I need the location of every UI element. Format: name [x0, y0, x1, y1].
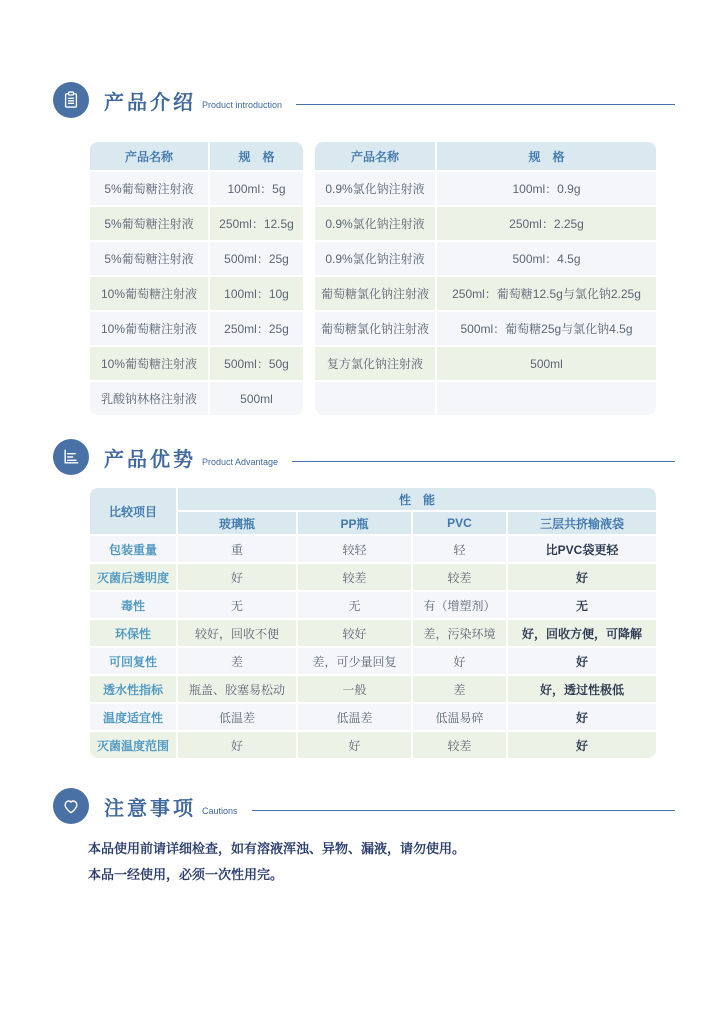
product-name-cell: 10%葡萄糖注射液 — [90, 277, 208, 310]
table-header-row — [315, 142, 656, 170]
product-name-cell: 5%葡萄糖注射液 — [90, 207, 208, 240]
clipboard-icon — [53, 82, 89, 118]
table-row — [90, 277, 303, 310]
row-label: 灭菌温度范围 — [90, 732, 176, 758]
product-spec-cell: 100ml：10g — [210, 277, 303, 310]
product-name-cell — [315, 382, 435, 415]
product-spec-cell: 250ml：25g — [210, 312, 303, 345]
table-row — [90, 312, 303, 345]
cell-pp: 无 — [298, 592, 411, 618]
cell-pvc: 较差 — [413, 564, 506, 590]
product-spec-cell: 100ml：5g — [210, 172, 303, 205]
product-name-cell: 0.9%氯化钠注射液 — [315, 242, 435, 275]
divider-line — [296, 103, 675, 105]
table-row — [90, 592, 656, 618]
cell-bag: 好，回收方便，可降解 — [508, 620, 656, 646]
products-table-right — [313, 140, 658, 417]
section-title-cautions: 注意事项 — [104, 797, 196, 820]
table-row — [90, 564, 656, 590]
table-row — [90, 676, 656, 702]
products-tables — [88, 140, 705, 417]
col-header-pp-bottle: PP瓶 — [298, 512, 411, 534]
caution-line: 本品使用前请详细检查，如有溶液浑浊、异物、漏液，请勿使用。 — [88, 841, 466, 856]
section-header-advantage — [53, 439, 675, 475]
products-table-left — [88, 140, 305, 417]
table-header-row — [90, 488, 656, 510]
divider-line — [252, 809, 675, 811]
section-header-cautions — [53, 788, 675, 824]
section-header-intro — [53, 82, 675, 118]
cell-pvc: 有（增塑剂） — [413, 592, 506, 618]
cell-pp: 较差 — [298, 564, 411, 590]
cell-bag: 无 — [508, 592, 656, 618]
advantage-table-wrap — [88, 486, 705, 760]
product-spec-cell: 500ml：25g — [210, 242, 303, 275]
table-row — [90, 242, 303, 275]
section-title-intro: 产品介绍 — [104, 91, 196, 114]
table-row — [315, 312, 656, 345]
col-header-glass-bottle: 玻璃瓶 — [178, 512, 296, 534]
cell-glass: 差 — [178, 648, 296, 674]
table-header-row — [90, 142, 303, 170]
table-row — [90, 207, 303, 240]
divider-line — [292, 460, 675, 462]
row-label: 透水性指标 — [90, 676, 176, 702]
product-spec-cell: 250ml：12.5g — [210, 207, 303, 240]
product-spec-cell: 100ml：0.9g — [437, 172, 656, 205]
bar-chart-icon — [53, 439, 89, 475]
caution-line: 本品一经使用，必须一次性用完。 — [88, 867, 284, 882]
section-subtitle-cautions: Cautions — [202, 806, 238, 816]
table-row — [315, 347, 656, 380]
table-row — [315, 277, 656, 310]
table-row-empty — [315, 382, 656, 415]
product-name-cell: 复方氯化钠注射液 — [315, 347, 435, 380]
cell-glass: 瓶盖、胶塞易松动 — [178, 676, 296, 702]
table-row — [315, 172, 656, 205]
row-label: 毒性 — [90, 592, 176, 618]
row-label: 温度适宜性 — [90, 704, 176, 730]
cell-glass: 较好，回收不便 — [178, 620, 296, 646]
cell-pp: 好 — [298, 732, 411, 758]
cell-bag: 好 — [508, 704, 656, 730]
table-row — [90, 347, 303, 380]
cell-pvc: 差，污染环境 — [413, 620, 506, 646]
col-header-spec: 规 格 — [210, 142, 303, 170]
table-row — [90, 382, 303, 415]
col-header-compare-item: 比较项目 — [90, 488, 176, 534]
product-spec-cell: 500ml：4.5g — [437, 242, 656, 275]
cell-pp: 一般 — [298, 676, 411, 702]
product-name-cell: 5%葡萄糖注射液 — [90, 172, 208, 205]
col-header-pvc: PVC — [413, 512, 506, 534]
row-label: 环保性 — [90, 620, 176, 646]
section-title-advantage: 产品优势 — [104, 448, 196, 471]
table-row — [315, 242, 656, 275]
table-row — [90, 732, 656, 758]
product-spec-cell — [437, 382, 656, 415]
table-row — [90, 704, 656, 730]
cautions-text-block — [88, 836, 705, 888]
cell-pvc: 轻 — [413, 536, 506, 562]
section-subtitle-advantage: Product Advantage — [202, 457, 279, 467]
product-name-cell: 0.9%氯化钠注射液 — [315, 172, 435, 205]
col-header-product-name: 产品名称 — [315, 142, 435, 170]
cell-pvc: 差 — [413, 676, 506, 702]
heart-icon — [53, 788, 89, 824]
cell-glass: 好 — [178, 732, 296, 758]
table-row — [90, 648, 656, 674]
product-spec-cell: 250ml：2.25g — [437, 207, 656, 240]
cell-glass: 低温差 — [178, 704, 296, 730]
product-spec-cell: 250ml：葡萄糖12.5g与氯化钠2.25g — [437, 277, 656, 310]
cell-pvc: 低温易碎 — [413, 704, 506, 730]
row-label: 灭菌后透明度 — [90, 564, 176, 590]
cell-bag: 好 — [508, 732, 656, 758]
col-header-co-extruded-bag: 三层共挤输液袋 — [508, 512, 656, 534]
cell-pp: 低温差 — [298, 704, 411, 730]
row-label: 可回复性 — [90, 648, 176, 674]
product-name-cell: 葡萄糖氯化钠注射液 — [315, 277, 435, 310]
cell-pvc: 好 — [413, 648, 506, 674]
group-header-performance: 性 能 — [178, 488, 656, 510]
cell-pvc: 较差 — [413, 732, 506, 758]
cell-bag: 比PVC袋更轻 — [508, 536, 656, 562]
col-header-product-name: 产品名称 — [90, 142, 208, 170]
cell-pp: 较好 — [298, 620, 411, 646]
cell-bag: 好 — [508, 648, 656, 674]
product-name-cell: 0.9%氯化钠注射液 — [315, 207, 435, 240]
product-name-cell: 10%葡萄糖注射液 — [90, 347, 208, 380]
product-spec-cell: 500ml — [210, 382, 303, 415]
cell-pp: 差，可少量回复 — [298, 648, 411, 674]
cell-bag: 好 — [508, 564, 656, 590]
advantage-table — [88, 486, 658, 760]
cell-glass: 无 — [178, 592, 296, 618]
cell-bag: 好，透过性极低 — [508, 676, 656, 702]
product-name-cell: 5%葡萄糖注射液 — [90, 242, 208, 275]
product-name-cell: 乳酸钠林格注射液 — [90, 382, 208, 415]
section-subtitle-intro: Product introduction — [202, 100, 283, 110]
cell-glass: 好 — [178, 564, 296, 590]
product-spec-cell: 500ml：葡萄糖25g与氯化钠4.5g — [437, 312, 656, 345]
row-label: 包装重量 — [90, 536, 176, 562]
product-name-cell: 10%葡萄糖注射液 — [90, 312, 208, 345]
product-spec-cell: 500ml：50g — [210, 347, 303, 380]
col-header-spec: 规 格 — [437, 142, 656, 170]
table-row — [90, 620, 656, 646]
table-row — [90, 172, 303, 205]
table-row — [90, 536, 656, 562]
product-spec-cell: 500ml — [437, 347, 656, 380]
cell-glass: 重 — [178, 536, 296, 562]
table-row — [315, 207, 656, 240]
cell-pp: 较轻 — [298, 536, 411, 562]
product-name-cell: 葡萄糖氯化钠注射液 — [315, 312, 435, 345]
